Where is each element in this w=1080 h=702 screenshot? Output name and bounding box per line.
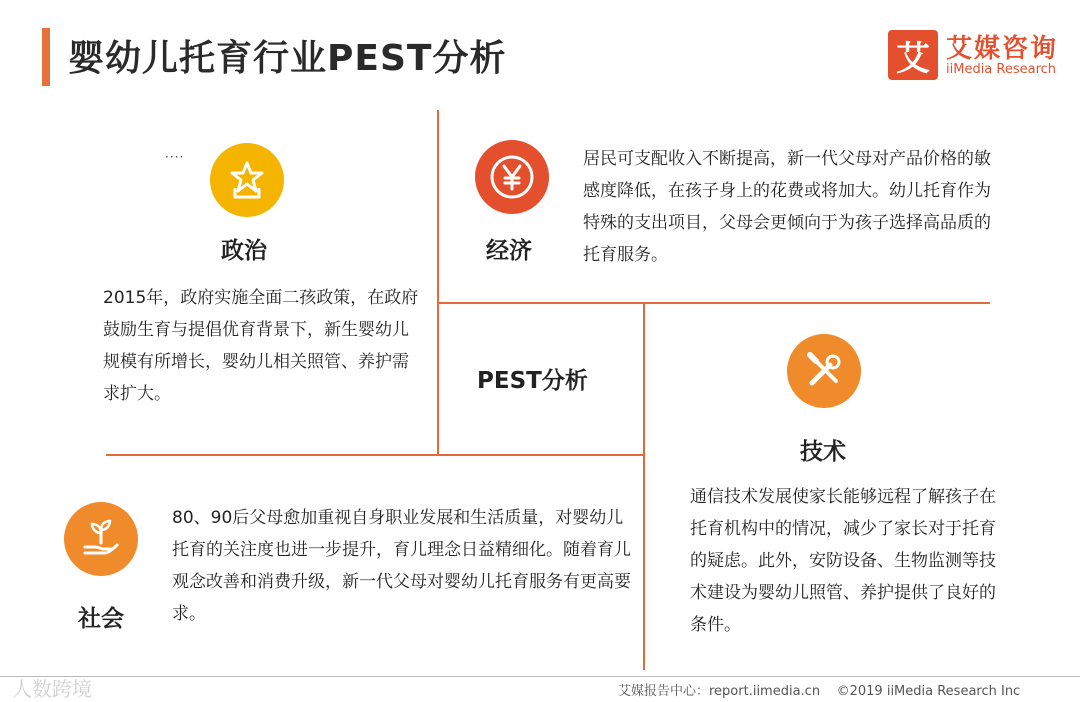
wrench-screwdriver-icon xyxy=(787,334,861,408)
copyright-text: ©2019 iiMedia Research Inc xyxy=(836,684,1021,699)
footer-source xyxy=(618,680,1020,699)
source-text: 艾媒报告中心：report.iimedia.cn xyxy=(618,684,821,699)
economy-text: 居民可支配收入不断提高，新一代父母对产品价格的敏感度降低，在孩子身上的花费或将加大。幼儿托育作为特殊的支出项目，父母会更倾向于为孩子选择高品质的托育服务。 xyxy=(583,149,991,265)
society-text: 80、90后父母愈加重视自身职业发展和生活质量，对婴幼儿托育的关注度也进一步提升，育儿理念日益精细化。随着育儿观念改善和消费升级，新一代父母对婴幼儿托育服务有更高要求。 xyxy=(172,508,631,624)
technology-text: 通信技术发展使家长能够远程了解孩子在托育机构中的情况，减少了家长对于托育的疑虑。此外，安防设备、生物监测等技术建设为婴幼儿照管、养护提供了良好的条件。 xyxy=(690,487,996,635)
yen-coin-icon xyxy=(475,140,549,214)
divider-horizontal-left xyxy=(106,454,645,456)
divider-horizontal-right xyxy=(437,302,990,304)
politics-text: 2015年，政府实施全面二孩政策，在政府鼓励生育与提倡优育背景下，新生婴幼儿规模有所增长，婴幼儿相关照管、养护需求扩大。 xyxy=(103,288,419,404)
economy-label: 经济 xyxy=(486,238,532,264)
page-title: 婴幼儿托育行业PEST分析 xyxy=(68,38,507,79)
divider-vertical-bottom xyxy=(643,302,645,670)
hand-sprout-icon xyxy=(64,502,138,576)
logo-name-en: iiMedia Research xyxy=(946,62,1057,77)
footer-divider xyxy=(0,676,1080,677)
logo-mark: 艾 xyxy=(888,30,938,80)
society-label: 社会 xyxy=(78,606,124,632)
watermark-text: 人数跨境 xyxy=(12,677,92,701)
star-badge-icon xyxy=(210,143,284,217)
politics-label: 政治 xyxy=(221,238,267,264)
technology-label: 技术 xyxy=(800,439,846,465)
iimedia-logo xyxy=(888,30,1068,84)
divider-vertical-top xyxy=(437,110,439,455)
pest-center-label: PEST分析 xyxy=(477,368,588,394)
logo-name-cn: 艾媒咨询 xyxy=(946,34,1059,64)
decorative-dots: ···· xyxy=(165,150,185,164)
title-accent-bar xyxy=(42,28,50,86)
